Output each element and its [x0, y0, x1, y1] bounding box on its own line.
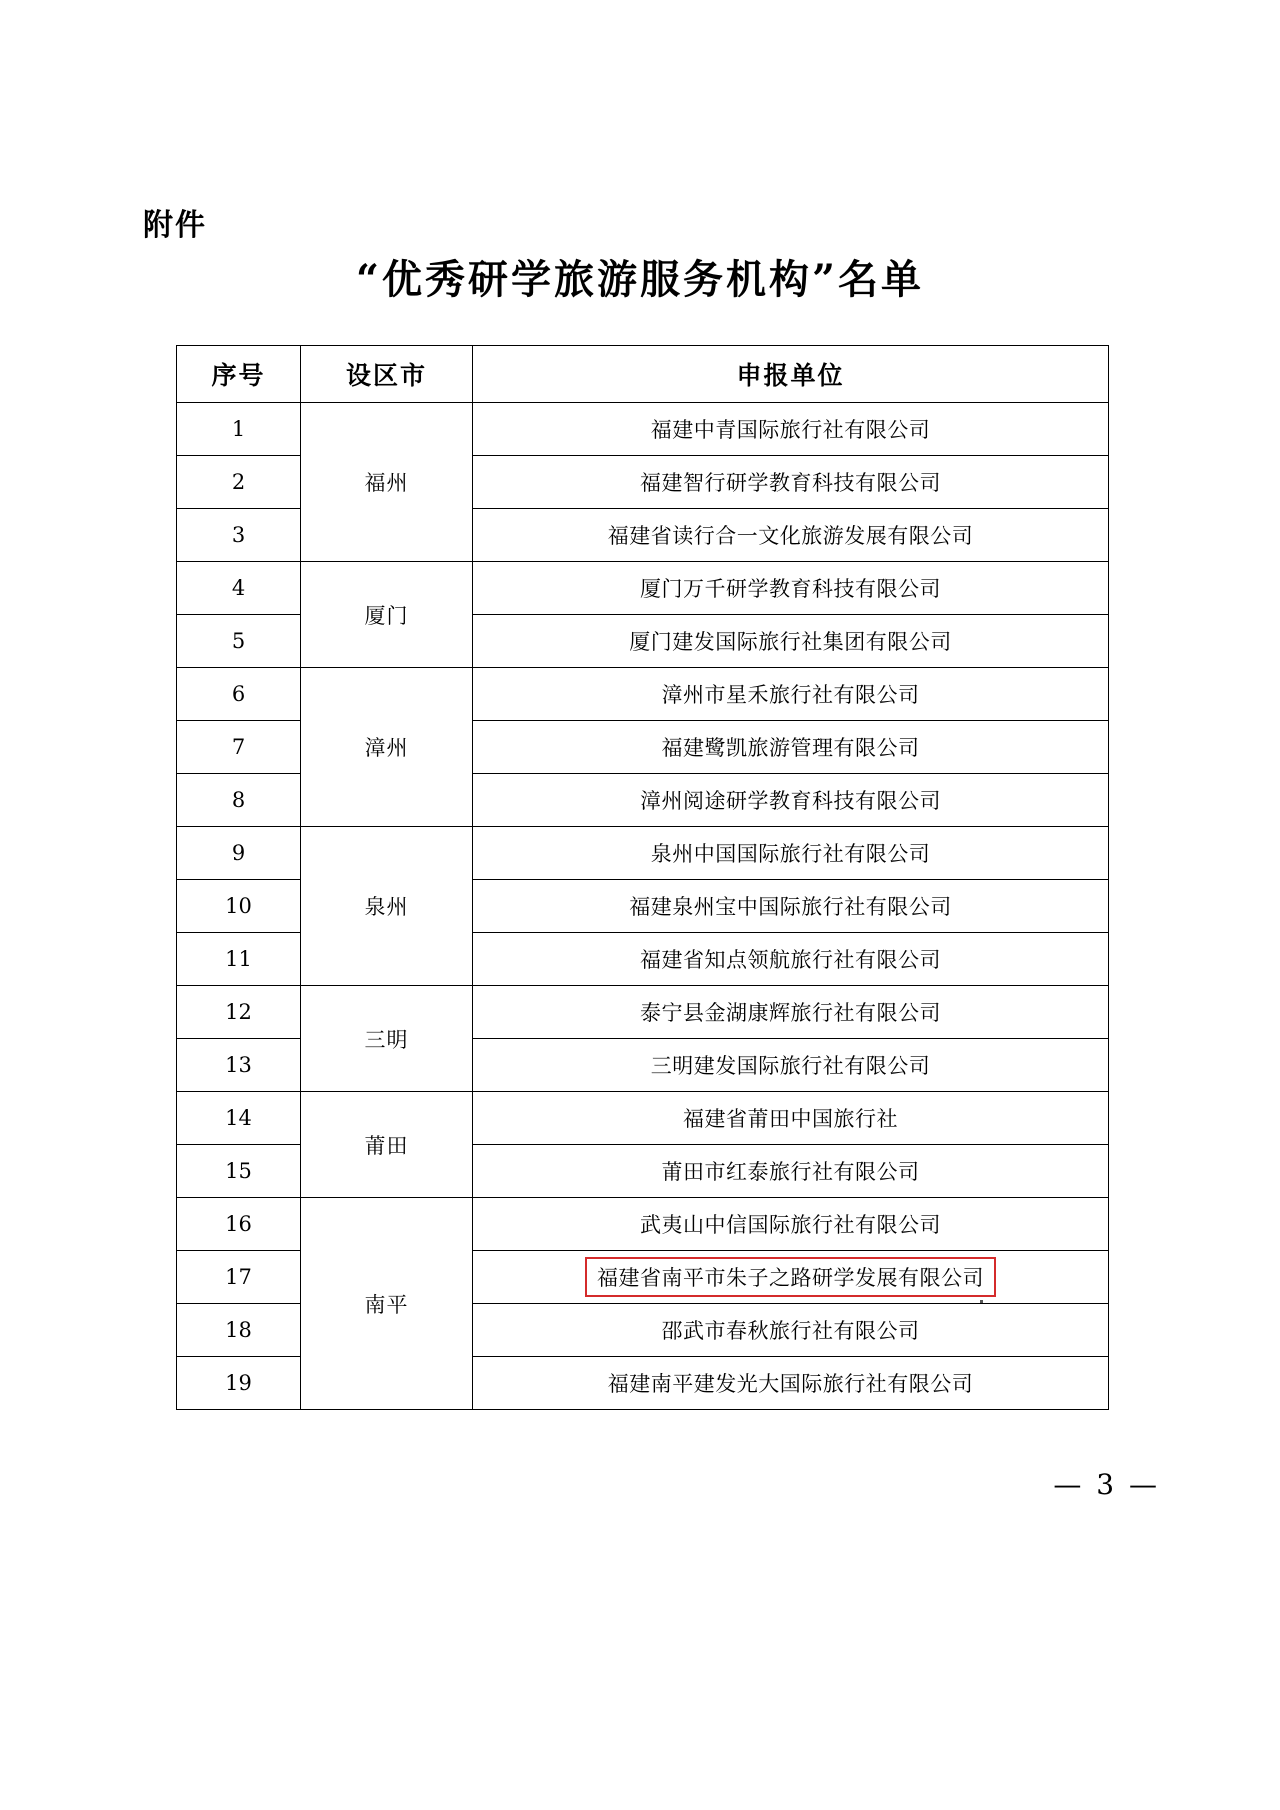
cell-unit-highlighted — [473, 1251, 1109, 1304]
unit-text: 莆田市红泰旅行社有限公司 — [661, 1160, 920, 1184]
cell-unit — [473, 721, 1109, 774]
unit-text: 泰宁县金湖康辉旅行社有限公司 — [640, 1001, 941, 1025]
cell-no: 7 — [177, 721, 301, 774]
cell-unit — [473, 562, 1109, 615]
table-header-row — [177, 346, 1109, 403]
cell-no: 18 — [177, 1304, 301, 1357]
cell-no: 16 — [177, 1198, 301, 1251]
cell-no: 12 — [177, 986, 301, 1039]
cell-unit — [473, 668, 1109, 721]
cell-no: 3 — [177, 509, 301, 562]
cell-unit — [473, 509, 1109, 562]
cell-city: 南平 — [301, 1198, 473, 1410]
cell-city: 福州 — [301, 403, 473, 562]
unit-text: 漳州阅途研学教育科技有限公司 — [640, 789, 941, 813]
cell-no: 19 — [177, 1357, 301, 1410]
table-row — [177, 986, 1109, 1039]
table-row — [177, 1198, 1109, 1251]
unit-text: 泉州中国国际旅行社有限公司 — [650, 842, 931, 866]
unit-text: 福建鹭凯旅游管理有限公司 — [661, 736, 920, 760]
cell-unit — [473, 774, 1109, 827]
unit-text: 邵武市春秋旅行社有限公司 — [661, 1319, 920, 1343]
cell-no: 13 — [177, 1039, 301, 1092]
cell-unit — [473, 933, 1109, 986]
cell-unit — [473, 827, 1109, 880]
cell-city: 厦门 — [301, 562, 473, 668]
cell-no: 5 — [177, 615, 301, 668]
unit-text: 福建南平建发光大国际旅行社有限公司 — [607, 1372, 974, 1396]
unit-text: 漳州市星禾旅行社有限公司 — [661, 683, 920, 707]
cell-unit — [473, 1145, 1109, 1198]
unit-text: 福建省莆田中国旅行社 — [683, 1107, 898, 1131]
cell-unit — [473, 456, 1109, 509]
cell-no: 1 — [177, 403, 301, 456]
cell-no: 14 — [177, 1092, 301, 1145]
cell-unit — [473, 1198, 1109, 1251]
cell-city: 莆田 — [301, 1092, 473, 1198]
table-body — [177, 403, 1109, 1410]
column-header-no: 序号 — [177, 346, 301, 403]
unit-text: 三明建发国际旅行社有限公司 — [650, 1054, 931, 1078]
unit-text: 福建省知点领航旅行社有限公司 — [640, 948, 941, 972]
cell-no: 4 — [177, 562, 301, 615]
cell-unit — [473, 1092, 1109, 1145]
cell-unit — [473, 986, 1109, 1039]
cell-unit — [473, 615, 1109, 668]
cell-city: 三明 — [301, 986, 473, 1092]
cell-unit — [473, 403, 1109, 456]
cell-city: 漳州 — [301, 668, 473, 827]
cell-unit — [473, 1304, 1109, 1357]
unit-text: 福建中青国际旅行社有限公司 — [650, 418, 931, 442]
cell-unit — [473, 1357, 1109, 1410]
unit-text: 福建省南平市朱子之路研学发展有限公司 — [585, 1257, 996, 1297]
table-row — [177, 562, 1109, 615]
unit-text: 武夷山中信国际旅行社有限公司 — [640, 1213, 941, 1237]
cell-no: 10 — [177, 880, 301, 933]
page-number: — 3 — — [1053, 1468, 1160, 1501]
cell-unit — [473, 880, 1109, 933]
attachment-label: 附件 — [143, 208, 207, 243]
cell-no: 9 — [177, 827, 301, 880]
cell-no: 11 — [177, 933, 301, 986]
cell-no: 15 — [177, 1145, 301, 1198]
column-header-city: 设区市 — [301, 346, 473, 403]
cell-no: 6 — [177, 668, 301, 721]
cell-no: 17 — [177, 1251, 301, 1304]
column-header-unit: 申报单位 — [473, 346, 1109, 403]
cell-city: 泉州 — [301, 827, 473, 986]
unit-text: 厦门万千研学教育科技有限公司 — [640, 577, 941, 601]
unit-text: 厦门建发国际旅行社集团有限公司 — [629, 630, 952, 654]
cell-no: 2 — [177, 456, 301, 509]
cell-unit — [473, 1039, 1109, 1092]
organization-list-table — [176, 345, 1109, 1410]
unit-text: 福建省读行合一文化旅游发展有限公司 — [607, 524, 974, 548]
cell-no: 8 — [177, 774, 301, 827]
unit-text: 福建智行研学教育科技有限公司 — [640, 471, 941, 495]
unit-text: 福建泉州宝中国际旅行社有限公司 — [629, 895, 952, 919]
page-title: “优秀研学旅游服务机构”名单 — [355, 256, 924, 303]
table-row — [177, 827, 1109, 880]
table-row — [177, 403, 1109, 456]
stray-mark — [980, 1300, 983, 1303]
table-row — [177, 668, 1109, 721]
table-row — [177, 1092, 1109, 1145]
